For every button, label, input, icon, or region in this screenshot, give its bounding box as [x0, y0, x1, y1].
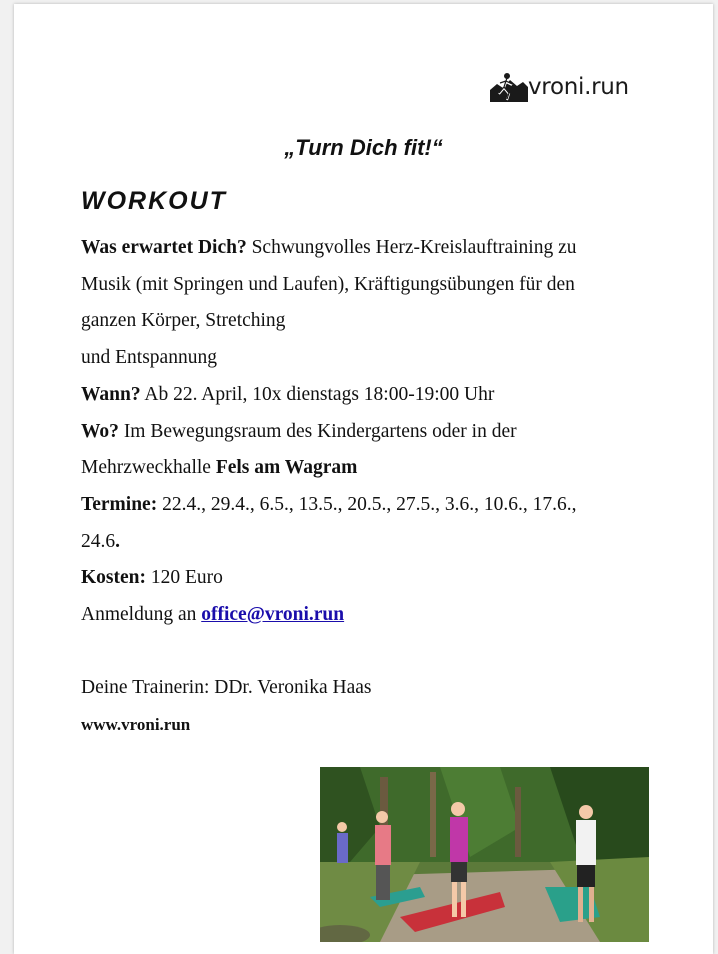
- what-text-1: Schwungvolles Herz-Kreislauftraining zu: [246, 237, 577, 258]
- dates-line-2: [81, 524, 661, 561]
- page-title: WORKOUT: [81, 187, 227, 215]
- when-paragraph: [81, 377, 661, 414]
- where-text-2: Mehrzweckhalle: [81, 457, 216, 479]
- where-line-2: [81, 450, 661, 487]
- document-body: [81, 230, 661, 744]
- dates-text-2: 24.6: [81, 530, 116, 552]
- cost-paragraph: [81, 560, 661, 597]
- what-line-2: Musik (mit Springen und Laufen), Kräftigungsübungen für den: [81, 273, 575, 295]
- where-place: Fels am Wagram: [215, 457, 358, 479]
- document-page: [14, 4, 713, 954]
- what-line-3: ganzen Körper, Stretching: [81, 310, 286, 332]
- where-label: Wo?: [81, 420, 119, 442]
- when-label: Wann?: [81, 383, 141, 405]
- runner-logo-icon: [490, 72, 528, 102]
- website-text: www.vroni.run: [81, 715, 191, 735]
- dates-text-1: 22.4., 29.4., 6.5., 13.5., 20.5., 27.5., 3.6., 10.6., 17.6.,: [157, 493, 577, 515]
- document-subtitle: „Turn Dich fit!“: [284, 135, 443, 160]
- workout-photo: [320, 767, 649, 942]
- registration-text: Anmeldung an: [81, 604, 202, 626]
- what-line-4: und Entspannung: [81, 347, 217, 369]
- what-label: Was erwartet Dich?: [81, 237, 247, 258]
- when-text: Ab 22. April, 10x dienstags 18:00-19:00 Uhr: [140, 383, 495, 405]
- dates-paragraph: [81, 487, 661, 524]
- logo-text: vroni.run: [528, 74, 629, 100]
- where-text-1: Im Bewegungsraum des Kindergartens oder in der: [118, 420, 517, 442]
- email-link[interactable]: office@vroni.run: [201, 604, 345, 626]
- what-paragraph: [81, 230, 661, 267]
- registration-paragraph: [81, 597, 661, 634]
- cost-text: 120 Euro: [146, 567, 223, 589]
- trainer-line: Deine Trainerin: DDr. Veronika Haas: [81, 677, 372, 699]
- dates-label: Termine:: [81, 493, 158, 515]
- brand-logo: [490, 72, 629, 102]
- spacer: [81, 634, 661, 671]
- dates-dot: .: [115, 530, 120, 552]
- where-paragraph: [81, 414, 661, 451]
- cost-label: Kosten:: [81, 567, 146, 589]
